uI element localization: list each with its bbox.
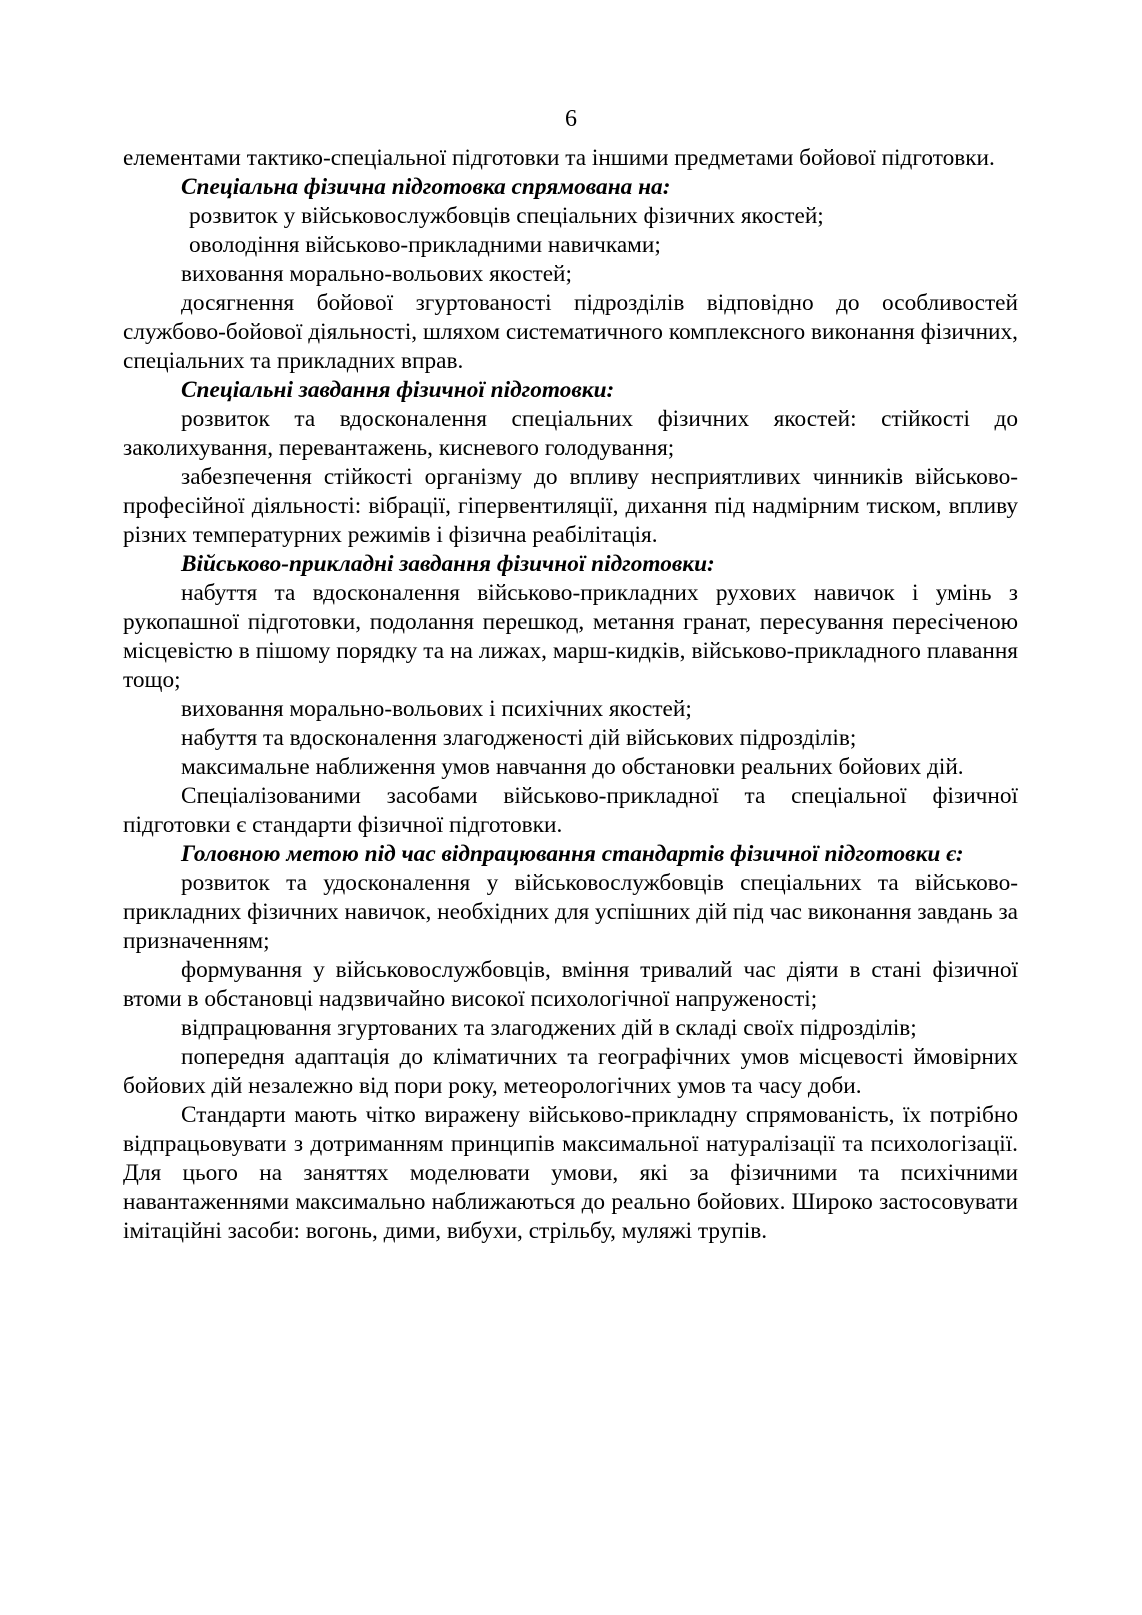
paragraph: максимальне наближення умов навчання до обстановки реальних бойових дій. (181, 754, 964, 780)
section-heading: Спеціальні завдання фізичної підготовки: (181, 377, 615, 403)
list-item: розвиток та вдосконалення спеціальних фізичних якостей: стійкості до заколихування, перевантажень, кисневого голодування; (123, 406, 1018, 461)
paragraph: набуття та вдосконалення військово-прикладних рухових навичок і умінь з рукопашної підготовки, подолання перешкод, метання гранат, пересування пересіченою місцевістю в пішому порядку та на лижах, марш-кидків, військово-прикладного плавання тощо; (123, 580, 1018, 693)
paragraph: формування у військовослужбовців, вміння тривалий час діяти в стані фізичної втоми в обстановці надзвичайно високої психологічної напруженості; (123, 957, 1018, 1012)
paragraph: Спеціалізованими засобами військово-прикладної та спеціальної фізичної підготовки є стандарти фізичної підготовки. (123, 783, 1018, 838)
paragraph: попередня адаптація до кліматичних та географічних умов місцевості ймовірних бойових дій незалежно від пори року, метеорологічних умов та часу доби. (123, 1044, 1018, 1099)
document-body (123, 144, 1018, 1246)
paragraph: розвиток та удосконалення у військовослужбовців спеціальних та військово-прикладних фізичних навичок, необхідних для успішних дій під час виконання завдань за призначенням; (123, 870, 1018, 954)
list-item: розвиток у військовослужбовців спеціальних фізичних якостей; (189, 203, 824, 229)
list-item: відпрацювання згуртованих та злагоджених дій в складі своїх підрозділів; (181, 1015, 917, 1041)
list-item: оволодіння військово-прикладними навичками; (189, 232, 661, 258)
section-heading: Головною метою під час відпрацювання стандартів фізичної підготовки є: (181, 841, 964, 867)
section-heading: Військово-прикладні завдання фізичної підготовки: (181, 551, 715, 577)
paragraph: елементами тактико-спеціальної підготовки та іншими предметами бойової підготовки. (123, 145, 995, 171)
paragraph: забезпечення стійкості організму до впливу несприятливих чинників військово-професійної діяльності: вібрації, гіпервентиляції, дихання під надмірним тиском, впливу різних температурних режимів і фізична реабілітація. (123, 464, 1018, 548)
list-item: виховання морально-вольових якостей; (181, 261, 572, 287)
list-item: виховання морально-вольових і психічних якостей; (181, 696, 692, 722)
paragraph: досягнення бойової згуртованості підрозділів відповідно до особливостей службово-бойової діяльності, шляхом систематичного комплексного виконання фізичних, спеціальних та прикладних вправ. (123, 290, 1018, 374)
page-number: 6 (565, 106, 577, 132)
paragraph: Стандарти мають чітко виражену військово-прикладну спрямованість, їх потрібно відпрацьовувати з дотриманням принципів максимальної натуралізації та психологізації. Для цього на заняттях моделювати умови, які за фізичними та психічними навантаженнями максимально наближаються до реально бойових. Широко застосовувати імітаційні засоби: вогонь, дими, вибухи, стрільбу, муляжі трупів. (123, 1102, 1018, 1244)
list-item: набуття та вдосконалення злагодженості дій військових підрозділів; (181, 725, 857, 751)
section-heading: Спеціальна фізична підготовка спрямована на: (181, 174, 671, 200)
